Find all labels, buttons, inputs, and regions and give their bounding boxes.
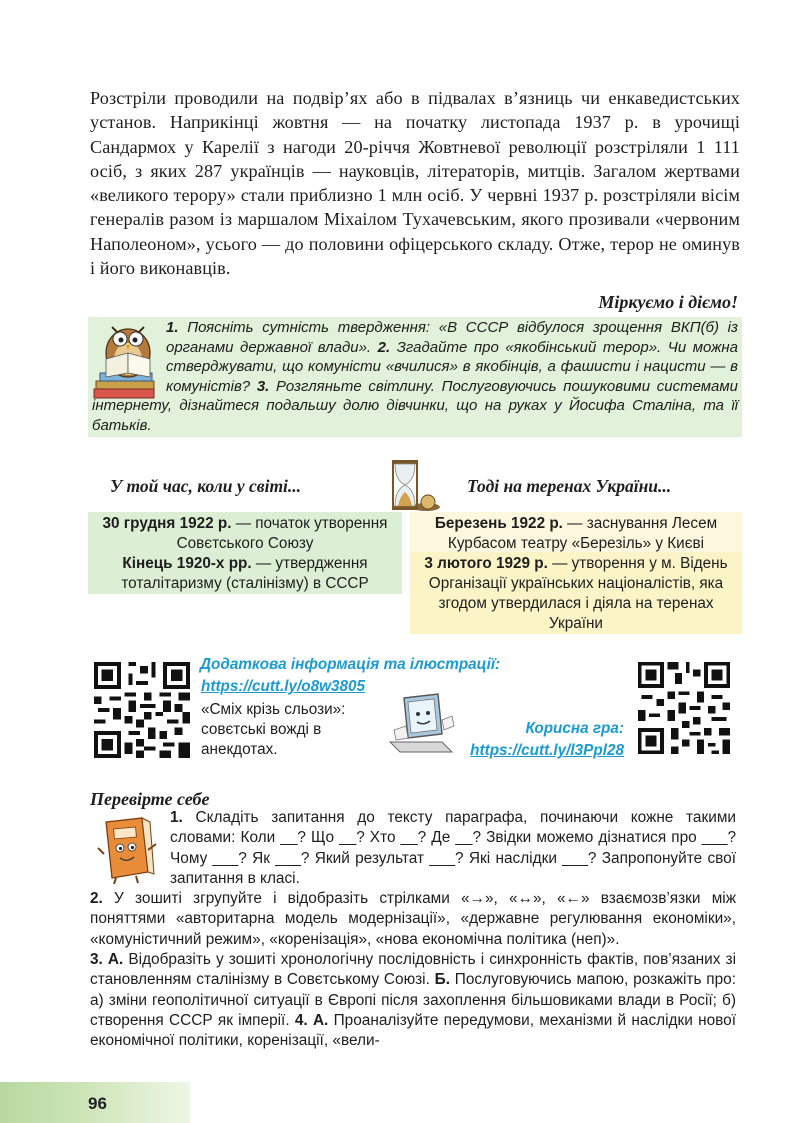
game-label: Корисна гра: bbox=[525, 720, 624, 737]
task-number: Б. bbox=[434, 971, 450, 989]
task-text: Розгляньте світлину. Послуговуючись пошуковими системами інтернету, дізнайтеся подальшу долю дівчинки, що на руках у Йосифа Сталіна, та її батьків. bbox=[92, 377, 738, 434]
task-number: 4. А. bbox=[294, 1011, 329, 1029]
task-number: 2. bbox=[90, 890, 103, 908]
intro-text-block bbox=[90, 86, 740, 280]
event-date: Березень 1922 р. bbox=[434, 515, 563, 532]
task-text: Послуговуючись мапою, розкажіть про: а) зміни геополітичної ситуації в Європі після захоплення більшовиками влади в Росії; б) створення СССР як імперії. bbox=[90, 971, 736, 1029]
extra-info-link[interactable]: https://cutt.ly/o8w3805 bbox=[201, 678, 366, 695]
intro-paragraph: Розстріли проводили на подвір’ях або в підвалах в’язниць чи енкаведистських установ. Наприкінці жовтня — на початку листопада 1937 р. в урочищі Сандармох у Карелії з нагоди 20-річчя Жовтневої революції розстріляли 1 111 осіб, з яких 287 українців — науковців, літераторів, митців. Загалом жертвами «великого терору» стали приблизно 1 млн осіб. У червні 1937 р. розстріляли вісім генералів разом із маршалом Міхаілом Тухачевським, якого прозивали «червоним Наполеоном», усього — до половини офіцерського складу. Отже, терор не оминув і його виконавців. bbox=[90, 88, 740, 279]
event-date: Кінець 1920-х рр. bbox=[122, 555, 252, 572]
computer-game-icon bbox=[384, 690, 458, 756]
timeline-world-heading: У той час, коли у світі... bbox=[110, 476, 302, 496]
task-number: 3. А. bbox=[90, 951, 124, 969]
timeline-ukraine-event bbox=[410, 552, 742, 634]
event-text: — утвердження тоталітаризму (сталінізму) в СССР bbox=[121, 555, 369, 592]
hourglass-icon bbox=[382, 458, 446, 514]
task-text: Проаналізуйте передумови, механізми й наслідки нової економічної політики, коренізації, «вели- bbox=[90, 1011, 736, 1050]
timeline-ukraine-event bbox=[410, 512, 742, 552]
think-act-heading: Міркуємо і діємо! bbox=[598, 292, 738, 312]
task-number: 1. bbox=[166, 319, 179, 336]
task-text: Поясніть сутність твердження: «В СССР відбулося зрощення ВКП(б) із органами державної влади». bbox=[166, 319, 738, 356]
event-text: — заснування Лесем Курбасом театру «Березіль» у Києві bbox=[447, 515, 718, 552]
extra-info-heading: Додаткова інформація та ілюстрації: bbox=[200, 656, 501, 673]
timeline-world-event bbox=[88, 512, 402, 552]
event-date: 30 грудня 1922 р. bbox=[102, 515, 232, 532]
task-number: 1. bbox=[170, 809, 183, 826]
event-text: — утворення у м. Відень Організації українських націоналістів, яка згодом утвердилася і діяла на теренах України bbox=[428, 555, 728, 632]
task-text: Згадайте про «якобінський терор». Чи можна стверджувати, що комуністи «вчилися» в якобінців, а фашисти і нацисти — в комуністів? bbox=[166, 338, 738, 395]
anecdote-caption: «Сміх крізь сльози»: совєтські вожді в анекдотах. bbox=[201, 701, 346, 758]
timeline-ukraine-heading: Тоді на теренах України... bbox=[467, 476, 672, 496]
check-yourself-text bbox=[90, 808, 736, 1052]
event-text: — початок утворення Совєтського Союзу bbox=[176, 515, 388, 552]
event-date: 3 лютого 1929 р. bbox=[424, 555, 548, 572]
task-number: 2. bbox=[377, 338, 391, 356]
task-text: Відобразіть у зошиті хронологічну послідовність і синхронність фактів, пов’язаних зі становленням сталінізму в Совєтському Союзі. bbox=[90, 951, 736, 989]
page-number: 96 bbox=[88, 1094, 107, 1113]
task-text: У зошиті згрупуйте і відобразіть стрілками «→», «↔», «←» взаємозв’язки між поняттями «авторитарна модель модернізації», «державне регулювання економіки», «комуністичний режим», «коренізація», «нова економічна політика (неп)». bbox=[90, 890, 736, 948]
game-link[interactable]: https://cutt.ly/l3Ppl28 bbox=[470, 742, 624, 759]
task-number: 3. bbox=[256, 377, 270, 395]
check-yourself-heading: Перевірте себе bbox=[90, 789, 210, 809]
qr-code-icon[interactable] bbox=[94, 662, 190, 758]
task-text: Складіть запитання до тексту параграфа, починаючи кожне такими словами: Коли __? Що __? Хто __? Де __? Звідки можемо дізнатися про ___? Чому ___? Як ___? Який результат ___? Які наслідки ___? Запропонуйте свої запитання в класі. bbox=[170, 809, 736, 887]
think-act-text bbox=[92, 318, 738, 436]
qr-code-icon[interactable] bbox=[638, 662, 730, 754]
timeline-world-event bbox=[88, 552, 402, 594]
